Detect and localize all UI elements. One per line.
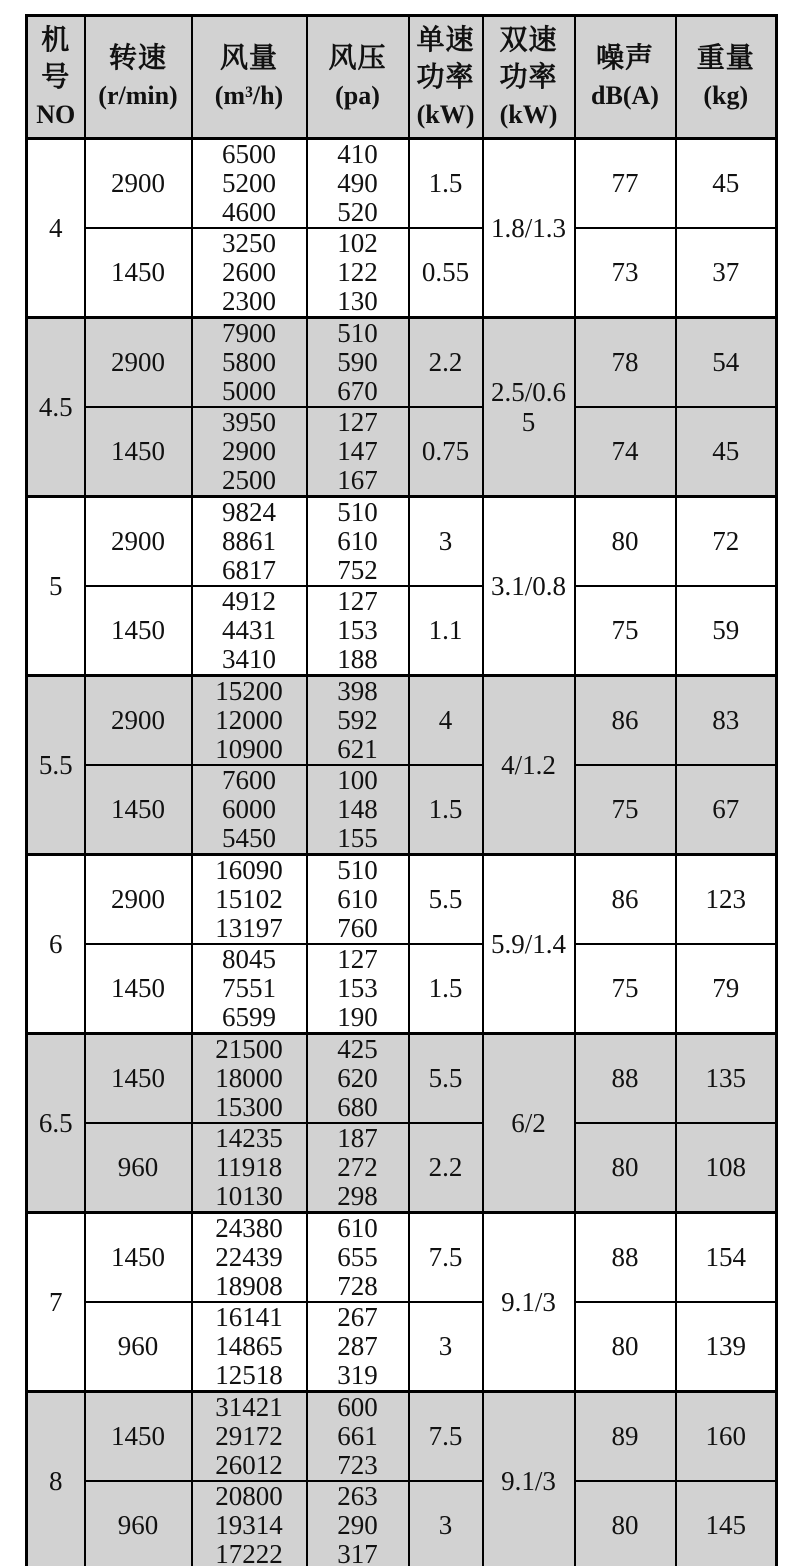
air-volume-value: 2300 [222, 286, 276, 316]
rpm-cell: 2900 [85, 676, 192, 766]
air-volume-value: 3410 [222, 644, 276, 674]
air-volume-value: 11918 [215, 1152, 283, 1182]
weight-cell: 139 [676, 1302, 777, 1392]
header-text: 重量 [696, 43, 755, 74]
air-volume-cell [192, 497, 307, 587]
machine-no-cell: 5 [27, 497, 85, 676]
air-pressure-cell [307, 1302, 409, 1392]
air-pressure-value: 398 [337, 676, 378, 706]
col-header-speed [85, 16, 192, 139]
air-volume-value: 17222 [215, 1539, 283, 1566]
noise-cell: 80 [575, 497, 676, 587]
air-pressure-value: 621 [337, 734, 378, 764]
air-pressure-cell [307, 1213, 409, 1303]
air-volume-value: 6599 [222, 1002, 276, 1032]
air-volume-cell [192, 1302, 307, 1392]
rpm-cell: 1450 [85, 944, 192, 1034]
air-volume-cell [192, 1123, 307, 1213]
table-row [27, 1213, 777, 1303]
weight-cell: 123 [676, 855, 777, 945]
machine-no-cell: 6 [27, 855, 85, 1034]
rpm-cell: 2900 [85, 855, 192, 945]
noise-cell: 77 [575, 139, 676, 229]
header-row [27, 16, 777, 139]
air-volume-value: 5000 [222, 376, 276, 406]
header-text: 功率 [499, 61, 558, 93]
air-volume-value: 19314 [215, 1510, 283, 1540]
air-volume-cell [192, 318, 307, 408]
air-volume-cell [192, 1481, 307, 1566]
table-row [27, 586, 777, 676]
noise-cell: 88 [575, 1213, 676, 1303]
air-volume-value: 4431 [222, 615, 276, 645]
air-pressure-value: 102 [337, 228, 378, 258]
single-power-cell: 3 [409, 1481, 483, 1566]
table-row [27, 228, 777, 318]
air-volume-value: 18908 [215, 1271, 283, 1301]
air-volume-value: 3950 [222, 407, 276, 437]
air-pressure-value: 510 [337, 318, 378, 348]
weight-cell: 135 [676, 1034, 777, 1124]
air-pressure-value: 130 [337, 286, 378, 316]
weight-cell: 45 [676, 139, 777, 229]
noise-cell: 80 [575, 1123, 676, 1213]
air-volume-value: 15300 [215, 1092, 283, 1122]
noise-cell: 75 [575, 586, 676, 676]
air-volume-value: 13197 [215, 913, 283, 943]
air-volume-cell [192, 228, 307, 318]
air-pressure-value: 661 [337, 1421, 378, 1451]
air-pressure-value: 100 [337, 765, 378, 795]
dual-power-cell: 1.8/1.3 [483, 139, 575, 318]
header-text: 功率 [416, 61, 475, 93]
air-pressure-value: 610 [337, 884, 378, 914]
dual-power-cell: 6/2 [483, 1034, 575, 1213]
air-pressure-value: 127 [337, 407, 378, 437]
air-volume-value: 14235 [215, 1123, 283, 1153]
air-pressure-value: 592 [337, 705, 378, 735]
air-pressure-cell [307, 1481, 409, 1566]
machine-no-cell: 5.5 [27, 676, 85, 855]
table-row [27, 1481, 777, 1566]
header-text: 机 [41, 24, 71, 56]
air-pressure-value: 167 [337, 465, 378, 495]
air-volume-cell [192, 139, 307, 229]
air-pressure-cell [307, 944, 409, 1034]
air-volume-value: 9824 [222, 497, 276, 527]
air-pressure-value: 600 [337, 1392, 378, 1422]
col-header-noise [575, 16, 676, 139]
air-pressure-cell [307, 1392, 409, 1482]
air-pressure-value: 728 [337, 1271, 378, 1301]
air-volume-value: 2600 [222, 257, 276, 287]
air-volume-value: 10900 [215, 734, 283, 764]
air-pressure-cell [307, 139, 409, 229]
table-row [27, 497, 777, 587]
noise-cell: 75 [575, 765, 676, 855]
air-pressure-cell [307, 1034, 409, 1124]
air-pressure-value: 723 [337, 1450, 378, 1480]
air-pressure-value: 425 [337, 1034, 378, 1064]
air-volume-value: 6817 [222, 555, 276, 585]
single-power-cell: 1.5 [409, 765, 483, 855]
noise-cell: 73 [575, 228, 676, 318]
air-volume-value: 6000 [222, 794, 276, 824]
table-row [27, 1392, 777, 1482]
air-volume-value: 20800 [215, 1481, 283, 1511]
air-pressure-value: 760 [337, 913, 378, 943]
air-volume-value: 18000 [215, 1063, 283, 1093]
air-volume-value: 14865 [215, 1331, 283, 1361]
header-unit: (kg) [703, 81, 749, 110]
air-volume-value: 16141 [215, 1302, 283, 1332]
single-power-cell: 2.2 [409, 1123, 483, 1213]
air-volume-value: 4600 [222, 197, 276, 227]
table-row [27, 855, 777, 945]
air-pressure-value: 287 [337, 1331, 378, 1361]
weight-cell: 72 [676, 497, 777, 587]
air-volume-cell [192, 676, 307, 766]
machine-no-cell: 8 [27, 1392, 85, 1566]
machine-no-cell: 4 [27, 139, 85, 318]
header-unit: (m³/h) [214, 81, 284, 110]
air-volume-value: 21500 [215, 1034, 283, 1064]
air-pressure-value: 620 [337, 1063, 378, 1093]
col-header-air-volume [192, 16, 307, 139]
air-pressure-value: 155 [337, 823, 378, 853]
weight-cell: 108 [676, 1123, 777, 1213]
air-volume-value: 3250 [222, 228, 276, 258]
rpm-cell: 2900 [85, 497, 192, 587]
air-volume-value: 15200 [215, 676, 283, 706]
air-volume-cell [192, 407, 307, 497]
header-text: 噪声 [595, 43, 654, 74]
air-pressure-value: 153 [337, 615, 378, 645]
machine-no-cell: 7 [27, 1213, 85, 1392]
dual-power-cell: 5.9/1.4 [483, 855, 575, 1034]
single-power-cell: 0.55 [409, 228, 483, 318]
col-header-dual-speed-power [483, 16, 575, 139]
table-row [27, 318, 777, 408]
air-pressure-value: 263 [337, 1481, 378, 1511]
header-text: 双速 [499, 24, 558, 56]
col-header-machine-no [27, 16, 85, 139]
noise-cell: 86 [575, 855, 676, 945]
header-unit: dB(A) [591, 81, 659, 110]
air-pressure-cell [307, 676, 409, 766]
air-pressure-value: 680 [337, 1092, 378, 1122]
weight-cell: 45 [676, 407, 777, 497]
header-text: 风量 [219, 43, 278, 74]
weight-cell: 154 [676, 1213, 777, 1303]
air-volume-value: 5450 [222, 823, 276, 853]
air-volume-value: 6500 [222, 139, 276, 169]
fan-spec-table [25, 14, 778, 1566]
air-volume-value: 2900 [222, 436, 276, 466]
air-volume-value: 7900 [222, 318, 276, 348]
air-pressure-cell [307, 318, 409, 408]
table-row [27, 676, 777, 766]
air-volume-value: 26012 [215, 1450, 283, 1480]
air-pressure-cell [307, 586, 409, 676]
air-volume-value: 7551 [222, 973, 276, 1003]
air-pressure-value: 127 [337, 586, 378, 616]
air-pressure-cell [307, 855, 409, 945]
air-pressure-value: 147 [337, 436, 378, 466]
dual-power-cell: 9.1/3 [483, 1392, 575, 1566]
air-volume-cell [192, 1392, 307, 1482]
single-power-cell: 5.5 [409, 855, 483, 945]
dual-power-cell: 2.5/0.65 [483, 318, 575, 497]
air-pressure-value: 319 [337, 1360, 378, 1390]
air-pressure-value: 187 [337, 1123, 378, 1153]
air-pressure-cell [307, 765, 409, 855]
air-pressure-value: 188 [337, 644, 378, 674]
air-pressure-value: 153 [337, 973, 378, 1003]
single-power-cell: 3 [409, 497, 483, 587]
air-pressure-value: 290 [337, 1510, 378, 1540]
table-row [27, 1123, 777, 1213]
rpm-cell: 1450 [85, 1213, 192, 1303]
header-text: 风压 [328, 43, 387, 74]
air-volume-value: 7600 [222, 765, 276, 795]
weight-cell: 79 [676, 944, 777, 1034]
weight-cell: 59 [676, 586, 777, 676]
weight-cell: 160 [676, 1392, 777, 1482]
rpm-cell: 1450 [85, 1034, 192, 1124]
rpm-cell: 1450 [85, 765, 192, 855]
air-pressure-value: 590 [337, 347, 378, 377]
air-pressure-value: 190 [337, 1002, 378, 1032]
rpm-cell: 960 [85, 1123, 192, 1213]
noise-cell: 78 [575, 318, 676, 408]
air-pressure-value: 610 [337, 1213, 378, 1243]
table-row [27, 944, 777, 1034]
air-volume-value: 8045 [222, 944, 276, 974]
air-pressure-value: 510 [337, 855, 378, 885]
single-power-cell: 7.5 [409, 1213, 483, 1303]
air-pressure-value: 267 [337, 1302, 378, 1332]
air-pressure-value: 272 [337, 1152, 378, 1182]
header-unit: NO [36, 99, 76, 129]
air-volume-value: 5800 [222, 347, 276, 377]
air-volume-cell [192, 855, 307, 945]
air-volume-value: 5200 [222, 168, 276, 198]
header-unit: (pa) [335, 81, 380, 110]
air-pressure-value: 520 [337, 197, 378, 227]
air-volume-cell [192, 586, 307, 676]
header-text: 单速 [416, 24, 475, 56]
single-power-cell: 0.75 [409, 407, 483, 497]
weight-cell: 37 [676, 228, 777, 318]
air-pressure-value: 510 [337, 497, 378, 527]
rpm-cell: 1450 [85, 586, 192, 676]
air-volume-value: 2500 [222, 465, 276, 495]
air-pressure-cell [307, 228, 409, 318]
noise-cell: 80 [575, 1302, 676, 1392]
rpm-cell: 960 [85, 1302, 192, 1392]
rpm-cell: 2900 [85, 318, 192, 408]
air-volume-value: 29172 [215, 1421, 283, 1451]
air-pressure-value: 655 [337, 1242, 378, 1272]
air-pressure-cell [307, 497, 409, 587]
weight-cell: 54 [676, 318, 777, 408]
header-text: 号 [41, 61, 71, 93]
header-unit: (kW) [499, 99, 558, 129]
rpm-cell: 1450 [85, 228, 192, 318]
air-pressure-cell [307, 407, 409, 497]
air-volume-value: 8861 [222, 526, 276, 556]
single-power-cell: 2.2 [409, 318, 483, 408]
air-pressure-value: 670 [337, 376, 378, 406]
air-volume-value: 16090 [215, 855, 283, 885]
table-row [27, 1302, 777, 1392]
noise-cell: 80 [575, 1481, 676, 1566]
dual-power-cell: 3.1/0.8 [483, 497, 575, 676]
air-pressure-value: 122 [337, 257, 378, 287]
air-pressure-value: 127 [337, 944, 378, 974]
air-pressure-value: 148 [337, 794, 378, 824]
machine-no-cell: 6.5 [27, 1034, 85, 1213]
table-row [27, 139, 777, 229]
air-pressure-value: 410 [337, 139, 378, 169]
air-volume-value: 10130 [215, 1181, 283, 1211]
machine-no-cell: 4.5 [27, 318, 85, 497]
rpm-cell: 960 [85, 1481, 192, 1566]
air-pressure-value: 490 [337, 168, 378, 198]
dual-power-cell: 4/1.2 [483, 676, 575, 855]
air-pressure-value: 752 [337, 555, 378, 585]
col-header-single-speed-power [409, 16, 483, 139]
rpm-cell: 1450 [85, 407, 192, 497]
single-power-cell: 1.5 [409, 944, 483, 1034]
rpm-cell: 2900 [85, 139, 192, 229]
rpm-cell: 1450 [85, 1392, 192, 1482]
air-volume-cell [192, 944, 307, 1034]
header-text: 转速 [108, 43, 167, 74]
col-header-air-pressure [307, 16, 409, 139]
air-pressure-value: 610 [337, 526, 378, 556]
weight-cell: 145 [676, 1481, 777, 1566]
air-volume-cell [192, 1213, 307, 1303]
air-volume-value: 15102 [215, 884, 283, 914]
table-row [27, 1034, 777, 1124]
air-volume-cell [192, 765, 307, 855]
air-volume-value: 4912 [222, 586, 276, 616]
air-volume-value: 31421 [215, 1392, 283, 1422]
air-volume-cell [192, 1034, 307, 1124]
air-volume-value: 12000 [215, 705, 283, 735]
noise-cell: 75 [575, 944, 676, 1034]
noise-cell: 86 [575, 676, 676, 766]
single-power-cell: 7.5 [409, 1392, 483, 1482]
noise-cell: 89 [575, 1392, 676, 1482]
noise-cell: 74 [575, 407, 676, 497]
header-unit: (kW) [416, 99, 475, 129]
air-pressure-value: 298 [337, 1181, 378, 1211]
table-row [27, 765, 777, 855]
col-header-weight [676, 16, 777, 139]
header-unit: (r/min) [98, 81, 178, 110]
air-pressure-value: 317 [337, 1539, 378, 1566]
dual-power-cell: 9.1/3 [483, 1213, 575, 1392]
table-row [27, 407, 777, 497]
weight-cell: 83 [676, 676, 777, 766]
single-power-cell: 3 [409, 1302, 483, 1392]
single-power-cell: 1.1 [409, 586, 483, 676]
weight-cell: 67 [676, 765, 777, 855]
air-volume-value: 24380 [215, 1213, 283, 1243]
air-pressure-cell [307, 1123, 409, 1213]
air-volume-value: 22439 [215, 1242, 283, 1272]
single-power-cell: 4 [409, 676, 483, 766]
air-volume-value: 12518 [215, 1360, 283, 1390]
single-power-cell: 1.5 [409, 139, 483, 229]
noise-cell: 88 [575, 1034, 676, 1124]
single-power-cell: 5.5 [409, 1034, 483, 1124]
